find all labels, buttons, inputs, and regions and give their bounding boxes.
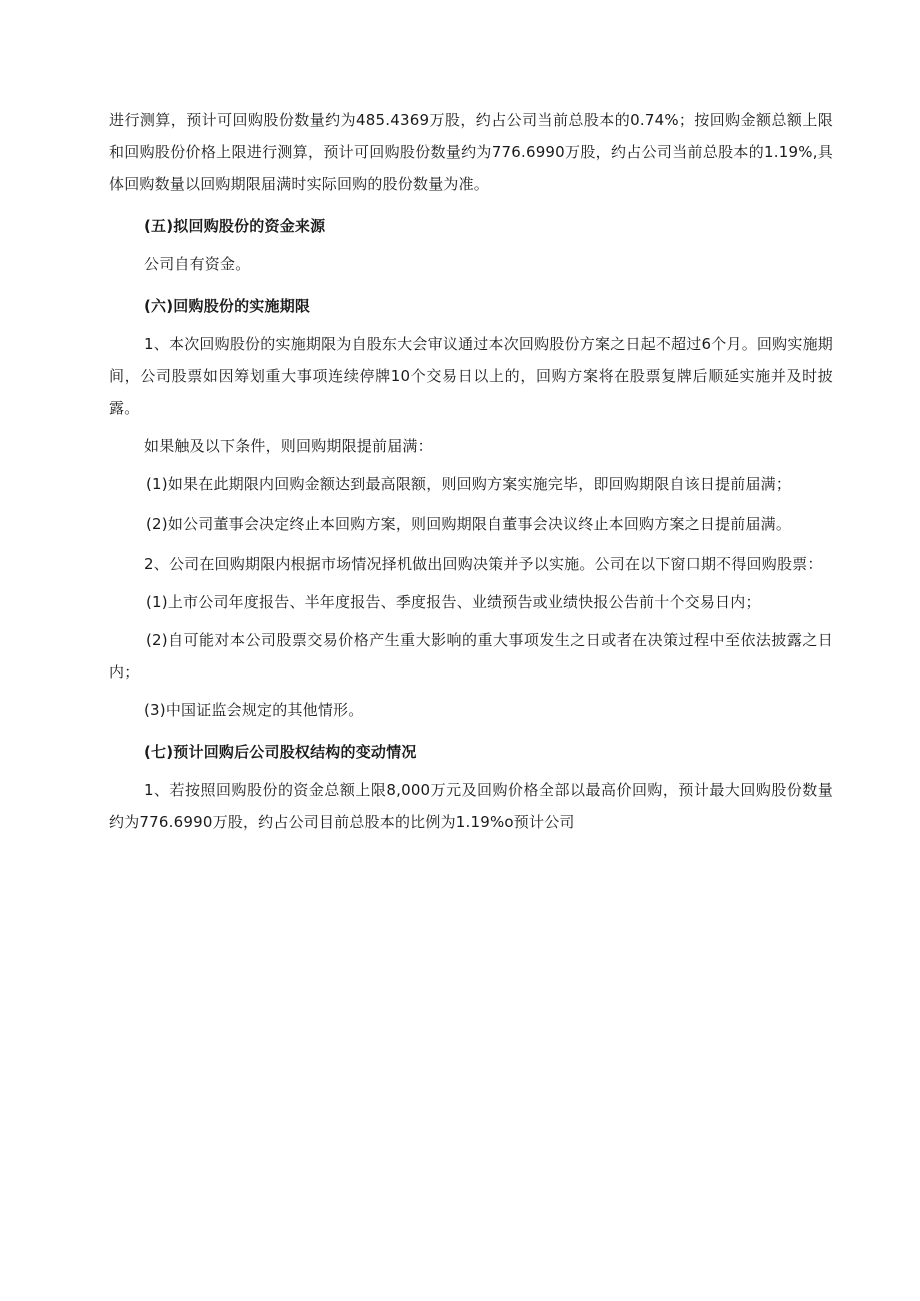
paragraph-period-item-2: 2、公司在回购期限内根据市场情况择机做出回购决策并予以实施。公司在以下窗口期不得回购股票： [144,555,823,573]
section-heading-equity-structure: (七)预计回购后公司股权结构的变动情况 [144,743,417,761]
paragraph-share-estimate: 进行测算，预计可回购股份数量约为485.4369万股，约占公司当前总股本的0.74%；按回购金额总额上限和回购股份价格上限进行测算，预计可回购股份数量约为776.6990万股，约占公司当前总股本的1.19%,具体回购数量以回购期限届满时实际回购的股份数量为准。 [109,111,833,193]
paragraph-condition-2: (2)如公司董事会决定终止本回购方案，则回购期限自董事会决议终止本回购方案之日提前届满。 [146,515,792,533]
document-page [109,104,833,838]
paragraph-equity-item-1: 1、若按照回购股份的资金总额上限8,000万元及回购价格全部以最高价回购，预计最大回购股份数量约为776.6990万股，约占公司目前总股本的比例为1.19%o预计公司 [109,781,833,831]
paragraph-window-1: (1)上市公司年度报告、半年度报告、季度报告、业绩预告或业绩快报公告前十个交易日内； [146,593,761,611]
section-heading-implementation-period: (六)回购股份的实施期限 [144,297,311,315]
paragraph-window-3: (3)中国证监会规定的其他情形。 [144,701,364,719]
paragraph-early-expiry-conditions: 如果触及以下条件，则回购期限提前届满： [144,437,433,455]
paragraph-condition-1: (1)如果在此期限内回购金额达到最高限额，则回购方案实施完毕，即回购期限自该日提前届满； [146,475,792,493]
paragraph-period-item-1: 1、本次回购股份的实施期限为自股东大会审议通过本次回购股份方案之日起不超过6个月。回购实施期间，公司股票如因筹划重大事项连续停牌10个交易日以上的，回购方案将在股票复牌后顺延实施并及时披露。 [109,335,833,417]
section-heading-funding-source: (五)拟回购股份的资金来源 [144,217,326,235]
paragraph-funding-source: 公司自有资金。 [144,255,251,273]
paragraph-window-2: (2)自可能对本公司股票交易价格产生重大影响的重大事项发生之日或者在决策过程中至依法披露之日内； [109,631,833,681]
